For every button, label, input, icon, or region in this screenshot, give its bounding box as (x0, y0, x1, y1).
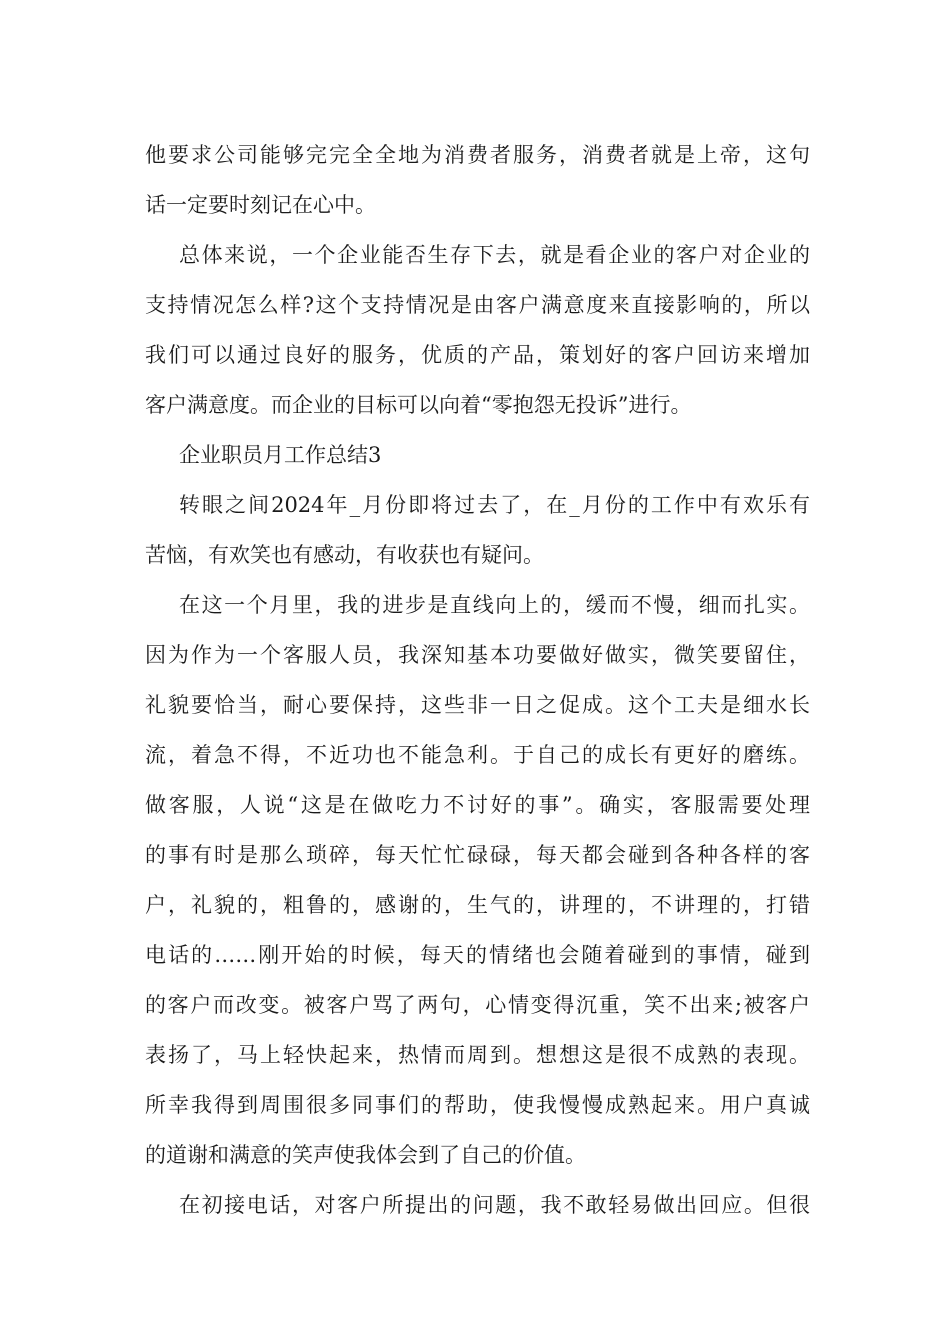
text-line: 在初接电话，对客户所提出的问题，我不敢轻易做出回应。但很 (179, 1193, 810, 1217)
text-line: 总体来说，一个企业能否生存下去，就是看企业的客户对企业的 (179, 243, 810, 267)
text-line: 话一定要时刻记在心中。 (145, 193, 376, 217)
paragraph (145, 580, 810, 1180)
paragraph (145, 230, 810, 430)
text-line: 企业职员月工作总结3 (179, 443, 382, 467)
text-line: 电话的……刚开始的时候，每天的情绪也会随着碰到的事情，碰到 (145, 943, 810, 967)
text-line: 流，着急不得，不近功也不能急利。于自己的成长有更好的磨练。 (145, 743, 810, 767)
text-line: 的道谢和满意的笑声使我体会到了自己的价值。 (145, 1143, 586, 1167)
paragraph (145, 480, 810, 580)
text-line: 礼貌要恰当，耐心要保持，这些非一日之促成。这个工夫是细水长 (145, 693, 810, 717)
text-line: 转眼之间2024年_月份即将过去了，在_月份的工作中有欢乐有 (179, 493, 810, 517)
text-line: 户，礼貌的，粗鲁的，感谢的，生气的，讲理的，不讲理的，打错 (145, 893, 810, 917)
paragraph (145, 430, 810, 480)
text-line: 做客服，人说“这是在做吃力不讨好的事”。确实，客服需要处理 (145, 793, 810, 817)
text-line: 的客户而改变。被客户骂了两句，心情变得沉重，笑不出来;被客户 (145, 993, 810, 1017)
text-line: 支持情况怎么样?这个支持情况是由客户满意度来直接影响的，所以 (145, 293, 810, 317)
text-line: 在这一个月里，我的进步是直线向上的，缓而不慢，细而扎实。 (179, 593, 810, 617)
document-body (145, 130, 810, 1230)
text-line: 苦恼，有欢笑也有感动，有收获也有疑问。 (145, 543, 544, 567)
text-line: 表扬了，马上轻快起来，热情而周到。想想这是很不成熟的表现。 (145, 1043, 810, 1067)
text-line: 因为作为一个客服人员，我深知基本功要做好做实，微笑要留住， (145, 643, 810, 667)
text-line: 客户满意度。而企业的目标可以向着“零抱怨无投诉”进行。 (145, 393, 692, 417)
text-line: 所幸我得到周围很多同事们的帮助，使我慢慢成熟起来。用户真诚 (145, 1093, 810, 1117)
paragraph (145, 130, 810, 230)
text-line: 我们可以通过良好的服务，优质的产品，策划好的客户回访来增加 (145, 343, 810, 367)
paragraph (145, 1180, 810, 1230)
text-line: 他要求公司能够完完全全地为消费者服务，消费者就是上帝，这句 (145, 143, 810, 167)
text-line: 的事有时是那么琐碎，每天忙忙碌碌，每天都会碰到各种各样的客 (145, 843, 810, 867)
